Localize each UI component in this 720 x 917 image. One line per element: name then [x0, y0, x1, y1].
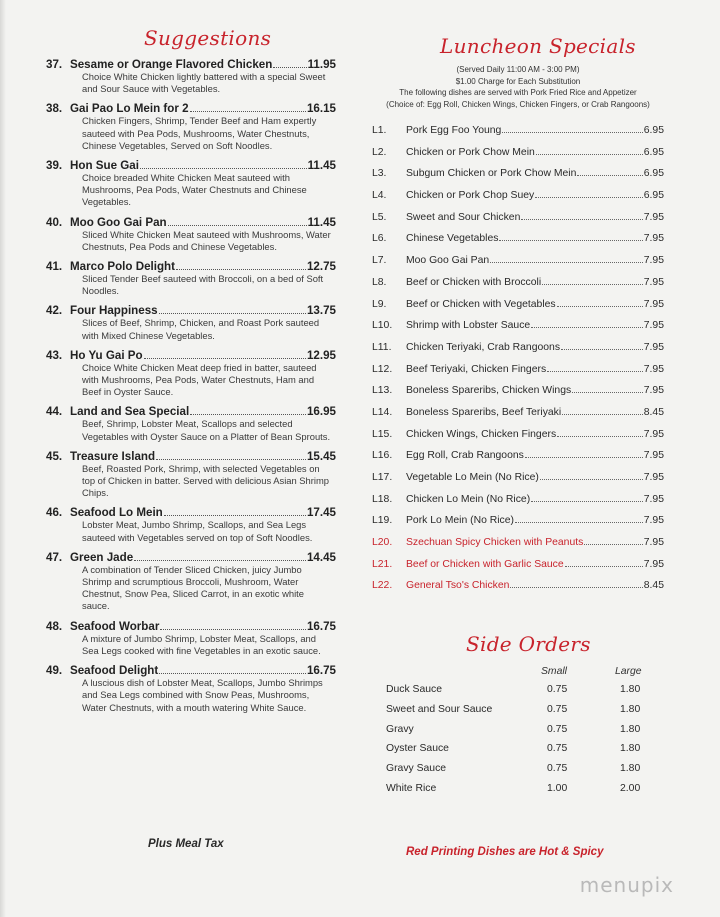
luncheon-price: 7.95 [643, 515, 664, 527]
luncheon-code: L6. [372, 233, 387, 245]
luncheon-code: L3. [372, 168, 387, 180]
item-name: Seafood Lo Mein [70, 506, 163, 520]
dot-leader [515, 522, 643, 523]
item-number: 41. [46, 260, 63, 274]
dot-leader [577, 175, 642, 176]
luncheon-item [372, 299, 664, 321]
dot-leader [531, 501, 643, 502]
dot-leader [490, 262, 643, 263]
dot-leader [557, 306, 643, 307]
dot-leader [140, 168, 307, 169]
dot-leader [160, 629, 306, 630]
luncheon-substitution: $1.00 Charge for Each Substitution [455, 76, 581, 86]
dot-leader [565, 566, 643, 567]
luncheon-code: L9. [372, 298, 387, 310]
side-order-name: Gravy [386, 723, 414, 735]
luncheon-price: 7.95 [643, 320, 664, 332]
luncheon-code: L5. [372, 211, 387, 223]
luncheon-item [372, 364, 664, 386]
luncheon-name: Beef or Chicken with Garlic Sauce [406, 558, 564, 570]
dot-leader [176, 269, 306, 270]
side-order-large-price: 1.80 [620, 763, 641, 775]
dot-leader [190, 414, 306, 415]
dot-leader [510, 587, 642, 588]
dot-leader [168, 225, 307, 226]
luncheon-item [372, 342, 664, 364]
luncheon-price: 7.95 [643, 450, 664, 462]
item-description: A combination of Tender Sliced Chicken, juicy Jumbo Shrimp and scrumptious Broccoli, Mushroom, Water Chestnut, Snow Pea, Sliced Carrot, in an exotic white sauce. [82, 563, 304, 612]
luncheon-item [372, 407, 664, 429]
luncheon-item [372, 515, 664, 537]
item-description: Choice White Chicken lightly battered with a special Sweet and Sour Sauce with Vegetables. [82, 71, 326, 95]
luncheon-item [372, 212, 664, 234]
luncheon-appetizer-choice: (Choice of: Egg Roll, Chicken Wings, Chicken Fingers, or Crab Rangoons) [386, 99, 650, 109]
luncheon-price: 7.95 [643, 298, 664, 310]
luncheon-item [372, 320, 664, 342]
luncheon-item [372, 147, 664, 169]
dot-leader [134, 560, 306, 561]
dot-leader [159, 673, 306, 674]
menu-item-header [46, 260, 336, 273]
luncheon-item [372, 580, 664, 602]
item-description: A mixture of Jumbo Shrimp, Lobster Meat, Scallops, and Sea Legs cooked with fine Vegetables in an exotic sauce. [82, 632, 321, 656]
menu-item-header [46, 450, 336, 463]
item-price: 11.45 [307, 159, 336, 173]
side-orders-table [386, 666, 656, 803]
luncheon-code: L22. [372, 580, 393, 592]
dot-leader [535, 197, 643, 198]
luncheon-item [372, 450, 664, 472]
dot-leader [144, 358, 306, 359]
item-number: 48. [46, 619, 63, 633]
side-order-name: Duck Sauce [386, 684, 443, 695]
luncheon-name: Pork Egg Foo Young [406, 125, 502, 136]
luncheon-price: 7.95 [643, 558, 664, 570]
luncheon-code: L4. [372, 190, 387, 202]
menu-item [46, 216, 336, 253]
item-price: 12.75 [306, 260, 336, 274]
menu-item-header [46, 304, 336, 317]
luncheon-price: 8.45 [643, 406, 664, 418]
item-description: Sliced Tender Beef sauteed with Broccoli, on a bed of Soft Noodles. [82, 273, 324, 297]
luncheon-code: L17. [372, 472, 393, 483]
luncheon-code: L8. [372, 276, 387, 288]
luncheon-name: Chicken or Pork Chop Suey [406, 190, 535, 202]
luncheon-name: Chicken Teriyaki, Crab Rangoons [406, 341, 561, 353]
luncheon-price: 6.95 [643, 190, 664, 202]
luncheon-price: 6.95 [643, 125, 664, 136]
luncheon-code: L2. [372, 146, 387, 158]
menu-item [46, 260, 336, 297]
luncheon-name: Vegetable Lo Mein (No Rice) [406, 472, 539, 483]
small-column-header: Small [541, 666, 567, 677]
item-name: Green Jade [70, 550, 134, 564]
luncheon-item [372, 233, 664, 255]
luncheon-list [372, 125, 664, 602]
item-price: 17.45 [306, 506, 336, 520]
menu-item [46, 405, 336, 442]
item-name: Land and Sea Special [70, 405, 190, 419]
item-number: 49. [46, 664, 63, 678]
item-number: 40. [46, 215, 63, 229]
menu-item [46, 450, 336, 500]
menu-item [46, 506, 336, 543]
luncheon-name: Sweet and Sour Chicken [406, 211, 521, 223]
side-order-large-price: 1.80 [620, 684, 641, 695]
dot-leader [557, 436, 643, 437]
item-name: Treasure Island [70, 449, 156, 463]
item-description: Beef, Roasted Pork, Shrimp, with selected Vegetables on top of Chicken in batter. Served with delicious Asian Shrimp Chips. [82, 462, 330, 499]
item-number: 42. [46, 304, 63, 318]
item-name: Moo Goo Gai Pan [70, 215, 167, 229]
luncheon-name: Beef or Chicken with Vegetables [406, 298, 556, 310]
luncheon-name: Boneless Spareribs, Beef Teriyaki [406, 406, 562, 418]
item-number: 43. [46, 348, 63, 362]
item-price: 15.45 [306, 449, 336, 463]
luncheon-code: L20. [372, 537, 393, 549]
item-description: Slices of Beef, Shrimp, Chicken, and Roast Pork sauteed with Mixed Chinese Vegetables. [82, 317, 320, 341]
luncheon-price: 8.45 [643, 580, 664, 592]
meal-tax-note: Plus Meal Tax [148, 838, 224, 850]
item-number: 37. [46, 58, 63, 71]
item-number: 44. [46, 405, 63, 419]
menu-item-header [46, 506, 336, 519]
luncheon-item [372, 125, 664, 147]
luncheon-code: L11. [372, 341, 392, 353]
item-number: 47. [46, 550, 63, 564]
luncheon-price: 7.95 [643, 255, 664, 267]
item-price: 16.15 [306, 102, 336, 116]
side-order-small-price: 0.75 [547, 743, 568, 755]
dot-leader [540, 479, 643, 480]
menu-item [46, 551, 336, 613]
luncheon-price: 7.95 [643, 276, 664, 288]
menu-item-header [46, 58, 336, 71]
luncheon-item [372, 385, 664, 407]
side-order-small-price: 0.75 [547, 723, 568, 735]
item-name: Seafood Worbar [70, 619, 160, 633]
item-name: Gai Pao Lo Mein for 2 [70, 102, 189, 116]
luncheon-code: L12. [372, 363, 393, 375]
side-order-small-price: 0.75 [547, 763, 568, 775]
dot-leader [190, 111, 306, 112]
side-order-row [386, 704, 656, 724]
dot-leader [525, 457, 643, 458]
luncheon-code: L13. [372, 385, 393, 397]
menu-item [46, 58, 336, 95]
luncheon-info [368, 64, 668, 110]
side-orders-title: Side Orders [466, 632, 591, 656]
item-name: Marco Polo Delight [70, 260, 175, 274]
luncheon-item [372, 255, 664, 277]
item-price: 16.75 [306, 619, 336, 633]
luncheon-price: 7.95 [643, 537, 664, 549]
item-number: 46. [46, 506, 63, 520]
side-order-small-price: 0.75 [547, 703, 568, 715]
luncheon-code: L15. [372, 428, 393, 440]
item-number: 38. [46, 102, 63, 116]
luncheon-price: 6.95 [643, 168, 664, 180]
dot-leader [542, 284, 643, 285]
large-column-header: Large [615, 666, 642, 677]
side-order-large-price: 1.80 [620, 723, 641, 735]
luncheon-name: Beef or Chicken with Broccoli [406, 276, 542, 288]
side-order-name: Oyster Sauce [386, 743, 449, 755]
side-order-row [386, 763, 656, 783]
luncheon-name: Chicken or Pork Chow Mein [406, 146, 535, 158]
dot-leader [562, 414, 643, 415]
spicy-note: Red Printing Dishes are Hot & Spicy [406, 846, 604, 858]
menu-item-header [46, 405, 336, 418]
side-order-row [386, 684, 656, 704]
dot-leader [531, 327, 643, 328]
dot-leader [499, 240, 642, 241]
side-order-large-price: 1.80 [620, 743, 641, 755]
menu-item-header [46, 159, 336, 172]
dot-leader [536, 154, 643, 155]
menu-item [46, 349, 336, 399]
luncheon-name: Szechuan Spicy Chicken with Peanuts [406, 537, 584, 549]
luncheon-price: 7.95 [643, 363, 664, 375]
luncheon-hours: (Served Daily 11:00 AM - 3:00 PM) [456, 65, 580, 74]
luncheon-title: Luncheon Specials [440, 34, 636, 58]
item-name: Hon Sue Gai [70, 159, 139, 173]
dot-leader [521, 219, 642, 220]
menu-item [46, 159, 336, 209]
item-name: Four Happiness [70, 304, 158, 318]
side-order-name: Sweet and Sour Sauce [386, 703, 493, 715]
luncheon-code: L19. [372, 515, 393, 527]
item-price: 13.75 [306, 304, 336, 318]
item-price: 11.95 [307, 58, 336, 71]
luncheon-item [372, 537, 664, 559]
item-description: Sliced White Chicken Meat sauteed with Mushrooms, Water Chestnuts, Pea Pods and Chinese Vegetables. [82, 228, 331, 252]
side-order-row [386, 783, 656, 803]
item-name: Seafood Delight [70, 664, 159, 678]
luncheon-item [372, 429, 664, 451]
side-orders-header [386, 666, 656, 684]
side-order-row [386, 724, 656, 744]
dot-leader [502, 132, 642, 133]
luncheon-price: 7.95 [643, 341, 664, 353]
luncheon-item [372, 472, 664, 494]
watermark-logo: menupix [579, 873, 674, 897]
luncheon-price: 7.95 [643, 493, 664, 505]
luncheon-name: Chicken Wings, Chicken Fingers [406, 428, 557, 440]
item-description: Chicken Fingers, Shrimp, Tender Beef and Ham expertly sauteed with Pea Pods, Mushrooms, Water Chestnuts, Chinese Vegetables, Served on Soft Noodles. [82, 115, 317, 151]
item-description: Beef, Shrimp, Lobster Meat, Scallops and selected Vegetables with Oyster Sauce on a Platter of Bean Sprouts. [82, 418, 331, 442]
menu-item [46, 304, 336, 341]
luncheon-price: 7.95 [643, 428, 664, 440]
side-order-large-price: 1.80 [620, 703, 641, 715]
item-price: 12.95 [306, 348, 336, 362]
luncheon-name: Boneless Spareribs, Chicken Wings [406, 385, 572, 397]
item-price: 16.95 [306, 405, 336, 419]
luncheon-code: L7. [372, 255, 387, 267]
side-order-small-price: 1.00 [547, 782, 568, 794]
luncheon-price: 7.95 [643, 385, 664, 397]
menu-item [46, 102, 336, 152]
dot-leader [156, 459, 306, 460]
dot-leader [159, 313, 306, 314]
luncheon-code: L10. [372, 320, 393, 332]
side-order-name: White Rice [386, 782, 437, 794]
luncheon-name: Beef Teriyaki, Chicken Fingers [406, 363, 547, 375]
luncheon-name: Pork Lo Mein (No Rice) [406, 515, 514, 527]
dot-leader [561, 349, 643, 350]
side-order-row [386, 743, 656, 763]
luncheon-name: Moo Goo Gai Pan [406, 255, 490, 267]
menu-item-header [46, 620, 336, 633]
luncheon-served-with: The following dishes are served with Pork Fried Rice and Appetizer [399, 88, 637, 97]
menu-item [46, 620, 336, 657]
dot-leader [164, 515, 306, 516]
menu-item-header [46, 551, 336, 564]
luncheon-name: Chinese Vegetables [406, 233, 499, 245]
dot-leader [273, 67, 306, 68]
luncheon-name: Shrimp with Lobster Sauce [406, 320, 531, 332]
luncheon-name: Egg Roll, Crab Rangoons [406, 450, 524, 462]
suggestions-title: Suggestions [144, 26, 272, 50]
luncheon-price: 7.95 [643, 472, 664, 483]
dot-leader [572, 392, 643, 393]
luncheon-name: General Tso's Chicken [406, 580, 510, 592]
luncheon-price: 6.95 [643, 146, 664, 158]
luncheon-code: L18. [372, 493, 393, 505]
item-description: Choice White Chicken Meat deep fried in batter, sauteed with Mushrooms, Pea Pods, Water Chestnuts, Ham and Beef in Oyster Sauce. [82, 361, 317, 398]
side-order-name: Gravy Sauce [386, 763, 447, 775]
item-description: Choice breaded White Chicken Meat sauteed with Mushrooms, Pea Pods, Water Chestnuts and Chinese Vegetables. [82, 172, 307, 208]
dot-leader [547, 371, 643, 372]
luncheon-code: L14. [372, 406, 393, 418]
luncheon-item [372, 559, 664, 581]
item-number: 45. [46, 449, 63, 463]
menu-item-header [46, 664, 336, 677]
side-orders-rows [386, 684, 656, 803]
item-description: Lobster Meat, Jumbo Shrimp, Scallops, and Sea Legs sauteed with Vegetables served on top of Soft Noodles. [82, 519, 313, 543]
luncheon-price: 7.95 [643, 233, 664, 245]
menu-item-header [46, 216, 336, 229]
luncheon-item [372, 277, 664, 299]
menu-item-header [46, 349, 336, 362]
page-edge-shadow [0, 0, 6, 917]
item-price: 16.75 [306, 664, 336, 678]
luncheon-name: Subgum Chicken or Pork Chow Mein [406, 168, 577, 180]
item-price: 14.45 [306, 550, 336, 564]
luncheon-item [372, 190, 664, 212]
item-description: A luscious dish of Lobster Meat, Scallops, Jumbo Shrimps and Sea Legs combined with Snow Peas, Mushrooms, Water Chestnuts, with a mouth watering White Sauce. [82, 677, 323, 713]
item-name: Ho Yu Gai Po [70, 348, 143, 362]
luncheon-code: L16. [372, 450, 393, 462]
side-order-small-price: 0.75 [547, 684, 568, 695]
item-price: 11.45 [307, 215, 336, 229]
side-order-large-price: 2.00 [620, 782, 641, 794]
suggestions-list [46, 58, 336, 721]
luncheon-code: L21. [372, 558, 393, 570]
menu-item [46, 664, 336, 714]
luncheon-price: 7.95 [643, 211, 664, 223]
luncheon-item [372, 168, 664, 190]
item-name: Sesame or Orange Flavored Chicken [70, 58, 273, 71]
luncheon-code: L1. [372, 125, 387, 136]
menu-item-header [46, 102, 336, 115]
luncheon-name: Chicken Lo Mein (No Rice) [406, 493, 531, 505]
item-number: 39. [46, 159, 63, 173]
luncheon-item [372, 494, 664, 516]
dot-leader [584, 544, 642, 545]
